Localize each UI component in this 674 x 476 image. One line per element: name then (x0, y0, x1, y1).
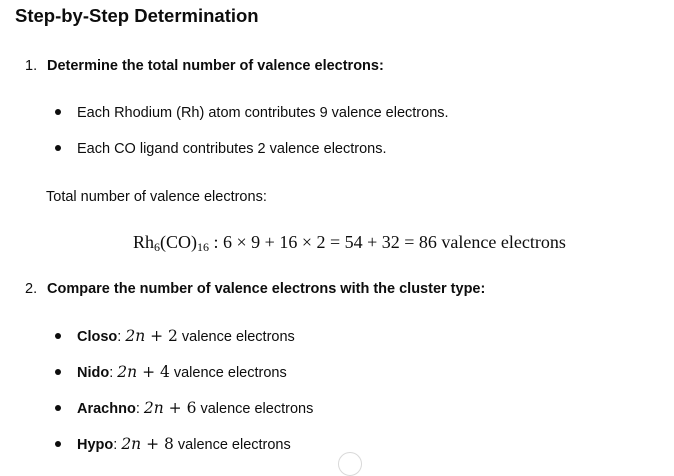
list-item-text: Each Rhodium (Rh) atom contributes 9 valence electrons. (77, 105, 449, 121)
rh-subscript: 6 (154, 240, 161, 254)
cluster-type-label: Arachno (77, 401, 136, 417)
bullet-icon (55, 333, 61, 339)
step-title: Determine the total number of valence electrons: (47, 58, 384, 74)
bullet-icon (55, 441, 61, 447)
list-item-arachno (55, 398, 313, 419)
formula-variable: 2n (121, 435, 142, 453)
co-group: (CO) (160, 232, 198, 252)
formula-suffix: valence electrons (177, 329, 295, 345)
step-2 (25, 279, 485, 299)
formula-suffix: valence electrons (196, 401, 314, 417)
separator: : (117, 329, 126, 345)
separator: : (135, 401, 144, 417)
step-title: Compare the number of valence electrons with the cluster type: (47, 281, 486, 297)
step-1 (25, 56, 384, 76)
scroll-down-button[interactable] (338, 452, 362, 476)
rh-symbol: Rh (133, 232, 155, 252)
separator: : (109, 365, 118, 381)
bullet-icon (55, 109, 61, 115)
list-item-text: Each CO ligand contributes 2 valence electrons. (77, 141, 387, 157)
paragraph: Total number of valence electrons: (46, 189, 267, 205)
list-item (55, 139, 387, 159)
list-item-closo (55, 326, 295, 347)
equation-rest: : 6 × 9 + 16 × 2 = 54 + 32 = 86 valence electrons (209, 232, 566, 252)
co-subscript: 16 (197, 240, 210, 254)
valence-equation (133, 229, 566, 255)
step-number: 2. (25, 281, 38, 297)
formula-constant: + 6 (163, 399, 197, 417)
formula-suffix: valence electrons (169, 365, 287, 381)
formula-constant: + 8 (141, 435, 174, 453)
list-item-nido (55, 362, 287, 383)
section-heading: Step-by-Step Determination (15, 5, 259, 26)
list-item-hypo (55, 434, 291, 455)
formula-variable: 2n (117, 363, 138, 381)
formula-suffix: valence electrons (173, 437, 291, 453)
formula-constant: + 2 (145, 327, 178, 345)
step-number: 1. (25, 58, 38, 74)
list-item (55, 103, 449, 123)
cluster-type-label: Nido (77, 365, 110, 381)
formula-constant: + 4 (137, 363, 170, 381)
bullet-icon (55, 145, 61, 151)
cluster-type-label: Hypo (77, 437, 114, 453)
bullet-icon (55, 369, 61, 375)
formula-variable: 2n (125, 327, 146, 345)
cluster-type-label: Closo (77, 329, 118, 345)
formula-variable: 2n (143, 399, 164, 417)
separator: : (113, 437, 122, 453)
bullet-icon (55, 405, 61, 411)
